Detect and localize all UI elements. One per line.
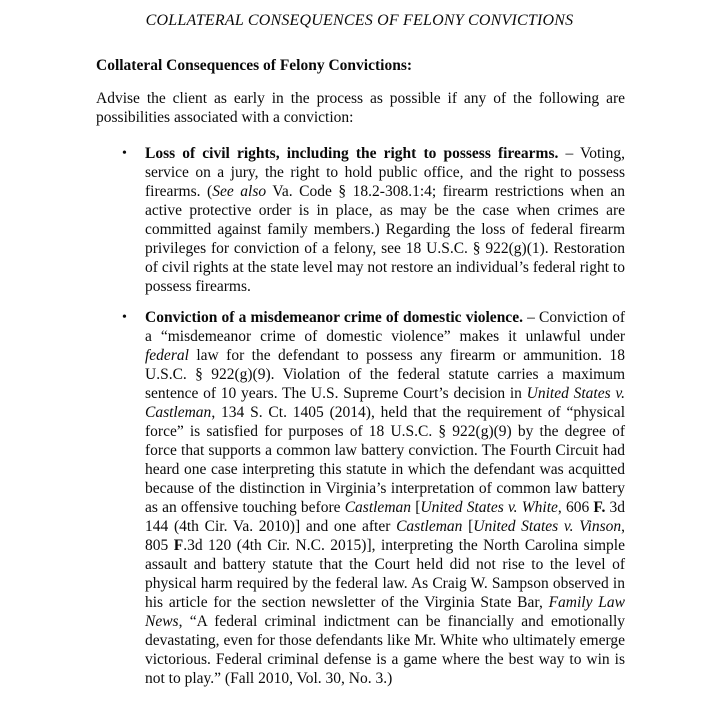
- text-run: .3d 120 (4th Cir. N.C. 2015)], interpreting the North Carolina simple assault and battery statute that the Court held did not rise to the level of physical harm required by the federal law. As Craig W. Sampson observed in his article for the section newsletter of the Virginia State Bar,: [145, 537, 625, 611]
- text-run: F.: [593, 499, 606, 516]
- text-run: Castleman: [396, 518, 463, 535]
- text-run: Castleman: [344, 499, 412, 516]
- text-run: , “A federal criminal indictment can be financially and emotionally devastating, even for those defendants like Mr. White who ultimately emerge victorious. Federal criminal defense is a game where the best way to win is not to play.” (Fall 2010, Vol. 30, No. 3.): [145, 613, 625, 687]
- text-run: Conviction of a misdemeanor crime of domestic violence.: [145, 309, 523, 326]
- text-run: Loss of civil rights, including the right to possess firearms.: [145, 145, 559, 162]
- text-run: United States v. Castleman: [145, 385, 625, 421]
- bullet-text-domestic-violence-conviction: [145, 309, 625, 687]
- section-heading: Collateral Consequences of Felony Convictions:: [96, 57, 413, 74]
- text-run: [: [411, 499, 421, 516]
- text-run: , 606: [557, 499, 594, 516]
- text-run: F: [173, 537, 184, 554]
- text-run: – Voting, service on a jury, the right to hold public office, and the right to possess firearms. (: [145, 145, 625, 200]
- text-run: , 134 S. Ct. 1405 (2014), held that the requirement of “physical force” is satisfied for purposes of 18 U.S.C. § 922(g)(9) by the degree of force that supports a common law battery conviction. The Fourth Circuit had heard one case interpreting this statute in which the defendant was acquitted because of the distinction in Virginia’s interpretation of common law battery as an offensive touching before: [145, 404, 625, 516]
- bullet-item-domestic-violence-conviction: [96, 308, 625, 688]
- text-run: See also: [212, 183, 267, 200]
- text-run: , 805: [145, 518, 625, 554]
- text-run: federal: [145, 347, 189, 364]
- bullet-item-loss-of-civil-rights: [96, 144, 625, 296]
- text-run: United States v. Vinson: [473, 518, 622, 535]
- bullet-icon: •: [122, 310, 127, 325]
- text-run: [: [462, 518, 474, 535]
- document-body: [96, 56, 625, 688]
- text-run: law for the defendant to possess any firearm or ammunition. 18 U.S.C. § 922(g)(9). Violation of the federal statute carries a maximum sentence of 10 years. The U.S. Supreme Court’s decision in: [145, 347, 625, 402]
- bullet-list: [96, 144, 625, 688]
- bullet-icon: •: [122, 146, 127, 161]
- page-title: COLLATERAL CONSEQUENCES OF FELONY CONVICTIONS: [145, 12, 574, 29]
- text-run: 3d 144 (4th Cir. Va. 2010)] and one after: [145, 499, 626, 535]
- bullet-text-loss-of-civil-rights: [145, 145, 625, 295]
- text-run: Va. Code § 18.2-308.1:4; firearm restrictions when an active protective order is in place, as may be the case when crimes are committed against family members.) Regarding the loss of federal firearm privileges for conviction of a felony, see 18 U.S.C. § 922(g)(1). Restoration of civil rights at the state level may not restore an individual’s federal right to possess firearms.: [145, 183, 625, 295]
- text-run: – Conviction of a “misdemeanor crime of domestic violence” makes it unlawful under: [145, 309, 625, 345]
- text-run: United States v. White: [420, 499, 558, 516]
- text-run: Family Law News: [145, 594, 625, 630]
- intro-paragraph: Advise the client as early in the process as possible if any of the following are possibilities associated with a conviction:: [96, 90, 625, 126]
